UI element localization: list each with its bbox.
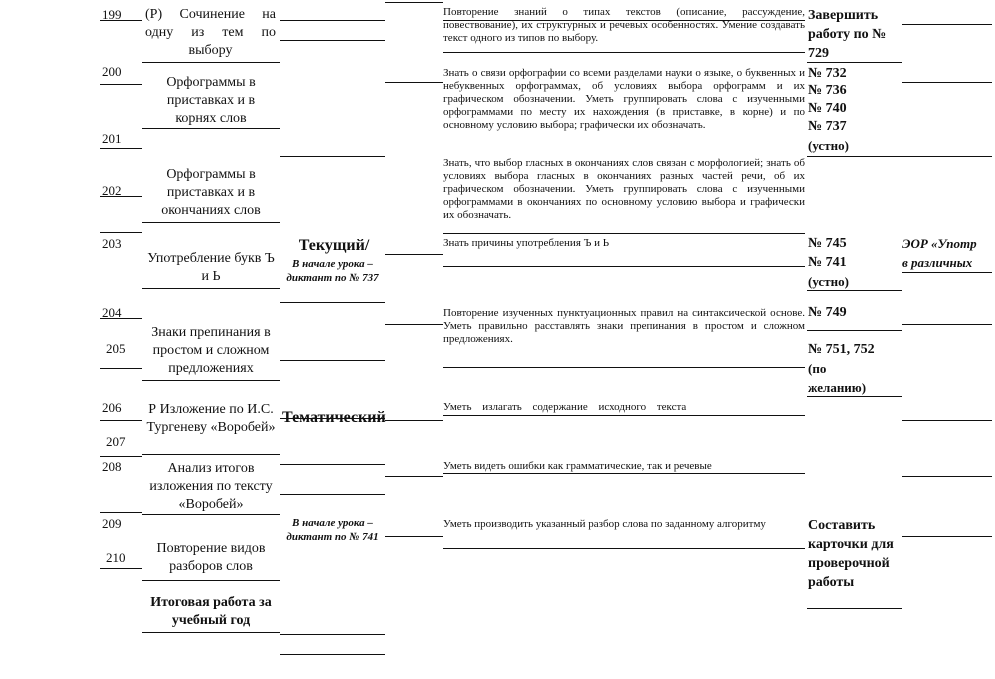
- rule: [100, 512, 142, 513]
- rule: [385, 254, 443, 255]
- rule: [902, 24, 992, 25]
- lesson-number: 206: [102, 400, 122, 415]
- homework-entry: № 736: [808, 83, 847, 98]
- rule: [280, 464, 385, 465]
- lesson-topic: Знаки препинания в простом и сложном предложениях: [151, 325, 271, 376]
- lesson-topic: Употребление букв Ъ и Ь: [147, 251, 275, 284]
- rule: [902, 156, 992, 157]
- requirement-text: Уметь видеть ошибки как грамматические, так и речевые: [443, 460, 712, 472]
- rule: [142, 380, 280, 381]
- rule: [902, 324, 992, 325]
- rule: [443, 367, 805, 368]
- rule: [142, 632, 280, 633]
- lesson-topic: Анализ итогов изложения по тексту «Воробей»: [149, 461, 273, 512]
- control-final-note: В начале урока – диктант по № 741: [286, 517, 379, 543]
- rule: [385, 476, 443, 477]
- requirement-text: Знать причины употребления Ъ и Ь: [443, 237, 610, 249]
- rule: [100, 84, 142, 85]
- rule: [142, 62, 280, 63]
- homework-entry: № 749: [808, 305, 847, 320]
- homework-entry: желанию): [808, 380, 867, 395]
- rule: [385, 82, 443, 83]
- rule: [443, 233, 805, 234]
- requirement-text: Повторение изученных пунктуационных правил на синтаксической основе. Уметь правильно расставлять знаки препинания в простом и сложном предложениях.: [443, 307, 805, 345]
- rule: [443, 548, 805, 549]
- lesson-number: 204: [102, 305, 122, 320]
- rule: [142, 514, 280, 515]
- homework-entry: № 741: [808, 255, 847, 270]
- rule: [100, 568, 142, 569]
- rule: [280, 302, 385, 303]
- control-thematic-title: Тематический: [282, 409, 386, 426]
- lesson-number: 209: [102, 516, 122, 531]
- control-current-note: В начале урока – диктант по № 737: [286, 258, 379, 284]
- homework-entry: № 751, 752: [808, 342, 875, 357]
- rule: [385, 324, 443, 325]
- homework-entry: (устно): [808, 274, 849, 289]
- eor-resource: ЭОР «Употр: [902, 236, 977, 251]
- homework-entry: № 737: [808, 119, 847, 134]
- rule: [280, 654, 385, 655]
- rule: [100, 456, 142, 457]
- rule: [902, 272, 992, 273]
- lesson-number: 200: [102, 64, 122, 79]
- homework-entry: Составить карточки для проверочной работы: [808, 518, 894, 590]
- lesson-number: 199: [102, 7, 122, 22]
- requirement-text: Повторение знаний о типах текстов (описание, рассуждение, повествование), их структурных и речевых особенностях. Умение создавать текст одного из типов по выбору.: [443, 6, 805, 44]
- lesson-number: 203: [102, 236, 122, 251]
- lesson-topic: Орфограммы в приставках и в корнях слов: [166, 75, 256, 126]
- rule: [807, 608, 902, 609]
- requirement-text: Знать, что выбор гласных в окончаниях слов связан с морфологией; знать об условиях выбора гласных в окончаниях разных частей речи, об их графическом обозначении. Уметь группировать слова с изученными орфограммами в окончаниях по основному условию выбора и графически их обозначать.: [443, 157, 805, 221]
- rule: [385, 536, 443, 537]
- rule: [142, 288, 280, 289]
- homework-entry: № 745: [808, 236, 847, 251]
- rule: [443, 473, 805, 474]
- rule: [280, 156, 385, 157]
- rule: [142, 454, 280, 455]
- lesson-number: 208: [102, 459, 122, 474]
- lesson-topic: Орфограммы в приставках и в окончаниях слов: [161, 167, 261, 218]
- rule: [385, 2, 443, 3]
- rule: [902, 476, 992, 477]
- rule: [902, 536, 992, 537]
- homework-entry: (устно): [808, 138, 849, 153]
- rule: [280, 494, 385, 495]
- lesson-number: 210: [106, 550, 126, 565]
- homework-entry: № 732: [808, 66, 847, 81]
- rule: [443, 52, 805, 53]
- rule: [142, 580, 280, 581]
- lesson-topic: Р Изложение по И.С. Тургеневу «Воробей»: [146, 402, 276, 435]
- rule: [100, 368, 142, 369]
- lesson-number: 201: [102, 131, 122, 146]
- eor-resource: в различных: [902, 255, 973, 270]
- requirement-text: Знать о связи орфографии со всеми разделами науки о языке, о буквенных и небуквенных орфограммах, об условиях выбора орфограмм и их графическом обозначении. Уметь группировать слова с изученными орфограммами по месту их нахождения (в приставке, в корне) и по основному условию выбора; графически их обозначать.: [443, 67, 805, 131]
- requirement-text: Уметь излагать содержание исходного текста: [443, 401, 687, 413]
- homework-entry: № 740: [808, 101, 847, 116]
- rule: [443, 266, 805, 267]
- lesson-number: 207: [106, 434, 126, 449]
- rule: [280, 40, 385, 41]
- homework-entry: (по: [808, 361, 827, 376]
- rule: [807, 156, 902, 157]
- rule: [100, 148, 142, 149]
- rule: [443, 415, 805, 416]
- final-work-topic: Итоговая работа за учебный год: [150, 595, 272, 628]
- lesson-number: 205: [106, 341, 126, 356]
- rule: [902, 82, 992, 83]
- rule: [902, 420, 992, 421]
- rule: [385, 420, 443, 421]
- rule: [807, 330, 902, 331]
- rule: [100, 232, 142, 233]
- control-current-title: Текущий/: [298, 237, 370, 254]
- lesson-topic: (Р) Сочинение на одну из тем по выбору: [145, 7, 276, 58]
- rule: [142, 128, 280, 129]
- rule: [280, 20, 385, 21]
- rule: [142, 222, 280, 223]
- rule: [100, 420, 142, 421]
- lesson-topic: Повторение видов разборов слов: [156, 541, 266, 574]
- rule: [280, 634, 385, 635]
- homework-entry: Завершить работу по № 729: [808, 8, 887, 61]
- lesson-number: 202: [102, 183, 122, 198]
- requirement-text: Уметь производить указанный разбор слова по заданному алгоритму: [443, 518, 766, 530]
- rule: [280, 360, 385, 361]
